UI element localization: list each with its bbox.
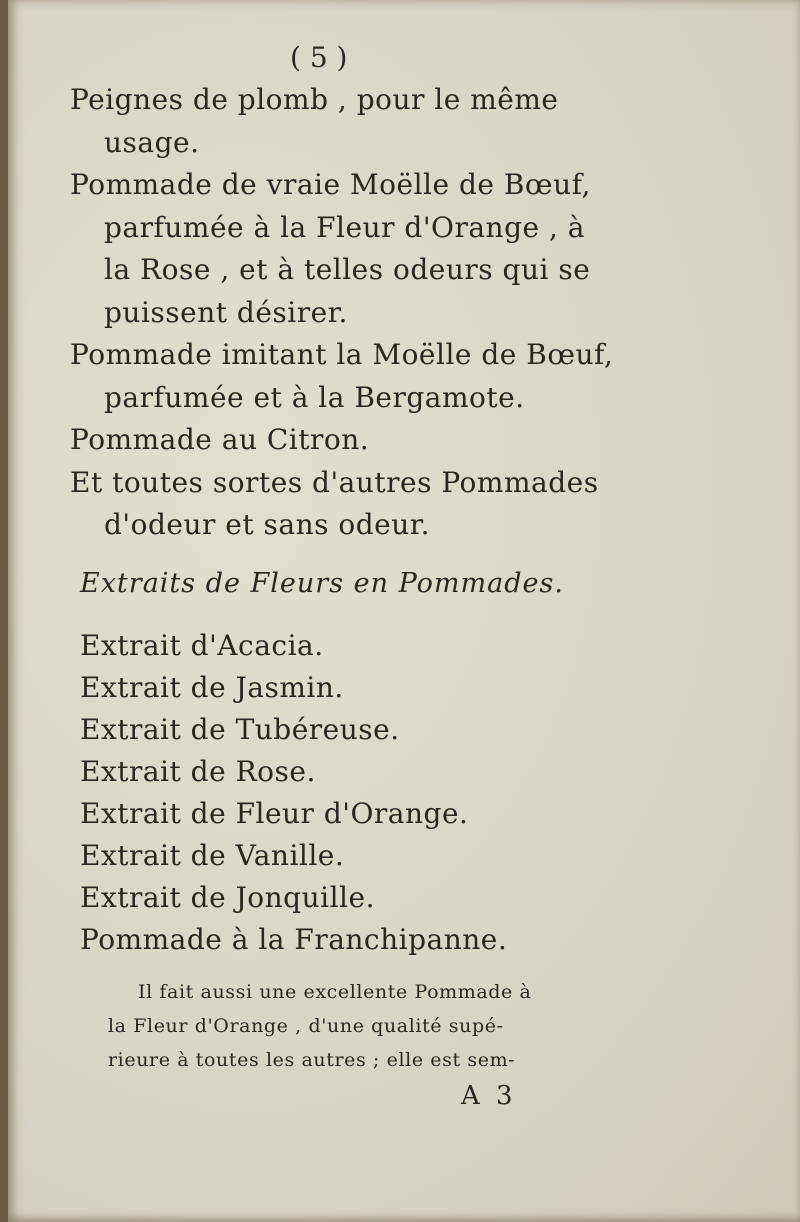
entry-line: d'odeur et sans odeur. — [104, 508, 430, 541]
extract-line: Extrait de Fleur d'Orange. — [80, 797, 469, 830]
entry-line: parfumée et à la Bergamote. — [104, 381, 525, 414]
book-page — [8, 0, 800, 1222]
extract-line: Extrait de Vanille. — [80, 839, 345, 872]
extract-line: Extrait d'Acacia. — [80, 629, 324, 662]
extract-line: Extrait de Jasmin. — [80, 671, 344, 704]
entry-line: Pommade au Citron. — [70, 423, 370, 456]
note-line: rieure à toutes les autres ; elle est sem- — [108, 1049, 516, 1071]
entry-line: Pommade imitant la Moëlle de Bœuf, — [70, 338, 614, 371]
note-line: Il fait aussi une excellente Pommade à — [138, 981, 532, 1003]
entry-line: puissent désirer. — [104, 296, 348, 329]
extract-line: Extrait de Jonquille. — [80, 881, 375, 914]
section-heading: Extraits de Fleurs en Pommades. — [80, 568, 564, 599]
entry-line: parfumée à la Fleur d'Orange , à — [104, 211, 585, 244]
entry-line: usage. — [104, 126, 200, 159]
entry-line: la Rose , et à telles odeurs qui se — [104, 253, 591, 286]
extract-line: Pommade à la Franchipanne. — [80, 923, 508, 956]
entry-line: Et toutes sortes d'autres Pommades — [70, 466, 599, 499]
extract-line: Extrait de Rose. — [80, 755, 316, 788]
signature-mark: A 3 — [461, 1081, 517, 1111]
entry-line: Peignes de plomb , pour le même — [70, 83, 559, 116]
page-number: ( 5 ) — [290, 41, 348, 74]
entry-line: Pommade de vraie Moëlle de Bœuf, — [70, 168, 591, 201]
note-line: la Fleur d'Orange , d'une qualité supé- — [108, 1015, 504, 1037]
extract-line: Extrait de Tubéreuse. — [80, 713, 400, 746]
